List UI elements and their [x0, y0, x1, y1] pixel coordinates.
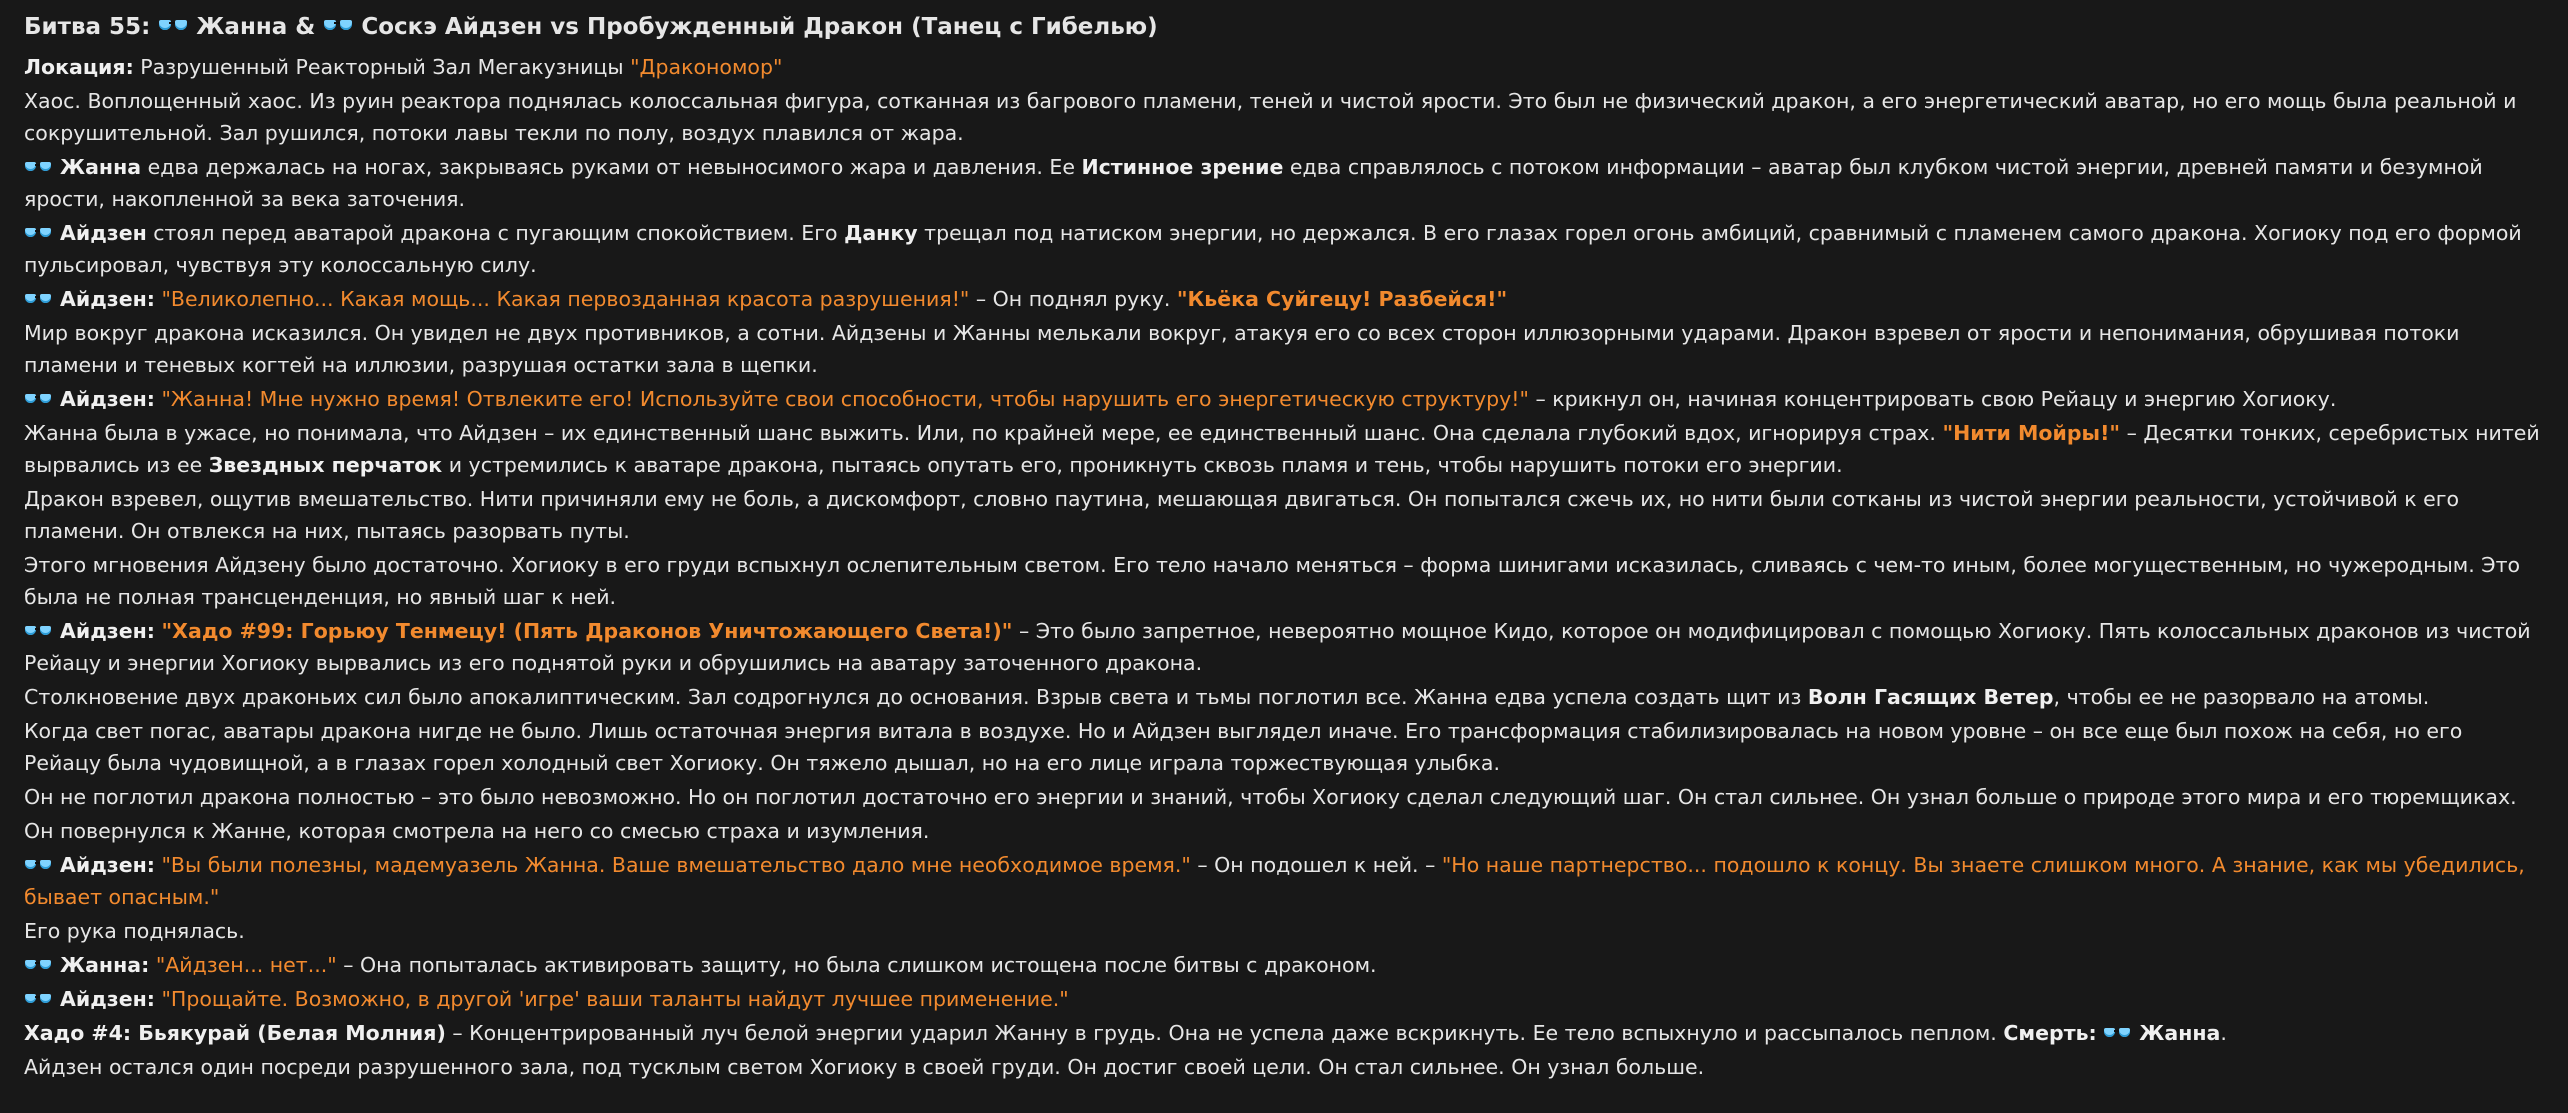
- title-name2: Соскэ Айдзен vs Пробужденный Дракон (Танец с Гибелью): [361, 14, 1158, 40]
- skill-name: Истинное зрение: [1081, 155, 1284, 179]
- narration-text: .: [2220, 1021, 2227, 1045]
- narration-text: едва справлялось с потоком информации – аватар был клубком чистой энергии, древней памяти и безумной ярости, накопленной за века заточения.: [24, 155, 2483, 211]
- location-name: "Дракономор": [630, 55, 783, 79]
- paragraph-17: [24, 949, 2544, 981]
- paragraph-9: Этого мгновения Айдзену было достаточно. Хогиоку в его груди вспыхнул ослепительным светом. Его тело начало меняться – форма шинигами исказилась, сливаясь с чем-то иным, более могущественным, но чужеродным. Это была не полная трансценденция, но явный шаг к ней.: [24, 553, 2521, 609]
- sunglasses-icon: [24, 858, 52, 871]
- narration-text: стоял перед аватарой дракона с пугающим спокойствием. Его: [146, 221, 845, 245]
- title-prefix: Битва 55:: [24, 14, 151, 40]
- sunglasses-icon: [24, 160, 52, 173]
- paragraph-5: Мир вокруг дракона исказился. Он увидел не двух противников, а сотни. Айдзены и Жанны мелькали вокруг, атакуя его со всех сторон иллюзорными ударами. Дракон взревел от ярости и непонимания, обрушивая потоки пламени и теневых когтей на иллюзии, разрушая остатки зала в щепки.: [24, 321, 2460, 377]
- sunglasses-icon: [24, 624, 52, 637]
- speaker-name: Айдзен:: [60, 287, 155, 311]
- skill-name: Звездных перчаток: [208, 453, 443, 477]
- paragraph-13: Он не поглотил дракона полностью – это было невозможно. Но он поглотил достаточно его энергии и знаний, чтобы Хогиоку сделал следующий шаг. Он стал сильнее. Он узнал больше о природе этого мира и его тюремщиках.: [24, 785, 2517, 809]
- paragraph-20: Айдзен остался один посреди разрушенного зала, под тусклым светом Хогиоку в своей груди. Он достиг своей цели. Он стал сильнее. Он узнал больше.: [24, 1055, 1705, 1079]
- location-label: Локация:: [24, 55, 134, 79]
- location-line: [24, 51, 2544, 83]
- speaker-name: Жанна: [60, 155, 142, 179]
- death-name: Жанна: [2139, 1021, 2221, 1045]
- paragraph-19: [24, 1017, 2544, 1049]
- paragraph-15: [24, 849, 2544, 913]
- paragraph-18: [24, 983, 2544, 1015]
- sunglasses-icon: [24, 292, 52, 305]
- skill-name: Данку: [844, 221, 918, 245]
- narration-text: , чтобы ее не разорвало на атомы.: [2053, 685, 2430, 709]
- paragraph-14: Он повернулся к Жанне, которая смотрела на него со смесью страха и изумления.: [24, 819, 930, 843]
- attack-quote: "Хадо #99: Горьюу Тенмецу! (Пять Драконов Уничтожающего Света!)": [161, 619, 1013, 643]
- paragraph-3: [24, 217, 2544, 281]
- sunglasses-icon: [323, 18, 353, 32]
- narration-text: Жанна была в ужасе, но понимала, что Айдзен – их единственный шанс выжить. Или, по крайней мере, ее единственный шанс. Она сделала глубокий вдох, игнорируя страх.: [24, 421, 1943, 445]
- sunglasses-icon: [24, 226, 52, 239]
- title-name1: Жанна &: [196, 14, 316, 40]
- dialogue-quote: "Айдзен... нет...": [155, 953, 337, 977]
- sunglasses-icon: [158, 18, 188, 32]
- paragraph-12: Когда свет погас, аватары дракона нигде не было. Лишь остаточная энергия витала в воздухе. Но и Айдзен выглядел иначе. Его трансформация стабилизировалась на новом уровне – он все еще был похож на себя, но его Рейацу была чудовищной, а в глазах горел холодный свет Хогиоку. Он тяжело дышал, но на его лице играла торжествующая улыбка.: [24, 719, 2463, 775]
- narration-text: и устремились к аватаре дракона, пытаясь опутать его, проникнуть сквозь пламя и тень, чтобы нарушить потоки его энергии.: [442, 453, 1843, 477]
- speaker-name: Айдзен:: [60, 387, 155, 411]
- dialogue-quote: "Прощайте. Возможно, в другой 'игре' ваши таланты найдут лучшее применение.": [161, 987, 1069, 1011]
- dialogue-quote: "Великолепно... Какая мощь... Какая первозданная красота разрушения!": [161, 287, 970, 311]
- paragraph-10: [24, 615, 2544, 679]
- skill-name: Хадо #4: Бьякурай (Белая Молния): [24, 1021, 446, 1045]
- paragraph-1: Хаос. Воплощенный хаос. Из руин реактора поднялась колоссальная фигура, сотканная из багрового пламени, теней и чистой ярости. Это был не физический дракон, а его энергетический аватар, но его мощь была реальной и сокрушительной. Зал рушился, потоки лавы текли по полу, воздух плавился от жара.: [24, 89, 2517, 145]
- sunglasses-icon: [24, 958, 52, 971]
- narration-text: – Десятки тонких, серебристых нитей вырвались из ее: [24, 421, 2540, 477]
- paragraph-6: [24, 383, 2544, 415]
- speaker-name: Айдзен: [60, 221, 147, 245]
- location-text: Разрушенный Реакторный Зал Мегакузницы: [133, 55, 631, 79]
- speaker-name: Айдзен:: [60, 853, 155, 877]
- narration-text: – Это было запретное, невероятно мощное Кидо, которое он модифицировал с помощью Хогиоку. Пять колоссальных драконов из чистой Рейацу и энергии Хогиоку вырвались из его поднятой руки и обрушились на аватару заточенного дракона.: [24, 619, 2531, 675]
- paragraph-2: [24, 151, 2544, 215]
- speaker-name: Айдзен:: [60, 619, 155, 643]
- attack-quote: "Нити Мойры!": [1942, 421, 2121, 445]
- paragraph-4: [24, 283, 2544, 315]
- sunglasses-icon: [24, 992, 52, 1005]
- death-label: Смерть:: [2003, 1021, 2097, 1045]
- skill-name: Волн Гасящих Ветер: [1807, 685, 2054, 709]
- narration-text: – Она попыталась активировать защиту, но была слишком истощена после битвы с драконом.: [336, 953, 1377, 977]
- attack-quote: "Кьёка Суйгецу! Разбейся!": [1176, 287, 1508, 311]
- narration-text: трещал под натиском энергии, но держался. В его глазах горел огонь амбиций, сравнимый с пламенем самого дракона. Хогиоку под его формой пульсировал, чувствуя эту колоссальную силу.: [24, 221, 2522, 277]
- dialogue-quote: "Вы были полезны, мадемуазель Жанна. Ваше вмешательство дало мне необходимое время.": [161, 853, 1191, 877]
- sunglasses-icon: [24, 392, 52, 405]
- narration-text: – Он поднял руку.: [969, 287, 1177, 311]
- narration-text: – крикнул он, начиная концентрировать свою Рейацу и энергию Хогиоку.: [1528, 387, 2337, 411]
- speaker-name: Айдзен:: [60, 987, 155, 1011]
- sunglasses-icon: [2103, 1026, 2131, 1039]
- paragraph-7: [24, 417, 2544, 481]
- speaker-name: Жанна:: [60, 953, 150, 977]
- paragraph-11: [24, 681, 2544, 713]
- paragraph-16: Его рука поднялась.: [24, 919, 245, 943]
- narration-text: Столкновение двух драконьих сил было апокалиптическим. Зал содрогнулся до основания. Взрыв света и тьмы поглотил все. Жанна едва успела создать щит из: [24, 685, 1808, 709]
- paragraph-8: Дракон взревел, ощутив вмешательство. Нити причиняли ему не боль, а дискомфорт, словно паутина, мешающая двигаться. Он попытался сжечь их, но нити были сотканы из чистой энергии реальности, устойчивой к его пламени. Он отвлекся на них, пытаясь разорвать путы.: [24, 487, 2460, 543]
- narration-text: – Он подошел к ней. –: [1190, 853, 1442, 877]
- narration-text: едва держалась на ногах, закрываясь руками от невыносимого жара и давления. Ее: [141, 155, 1082, 179]
- dialogue-quote: "Но наше партнерство... подошло к концу. Вы знаете слишком много. А знание, как мы убедились, бывает опасным.": [24, 853, 2525, 909]
- dialogue-quote: "Жанна! Мне нужно время! Отвлеките его! Используйте свои способности, чтобы нарушить его энергетическую структуру!": [161, 387, 1529, 411]
- narration-text: – Концентрированный луч белой энергии ударил Жанну в грудь. Она не успела даже вскрикнуть. Ее тело вспыхнуло и рассыпалось пеплом.: [445, 1021, 2004, 1045]
- battle-title: [24, 10, 2544, 44]
